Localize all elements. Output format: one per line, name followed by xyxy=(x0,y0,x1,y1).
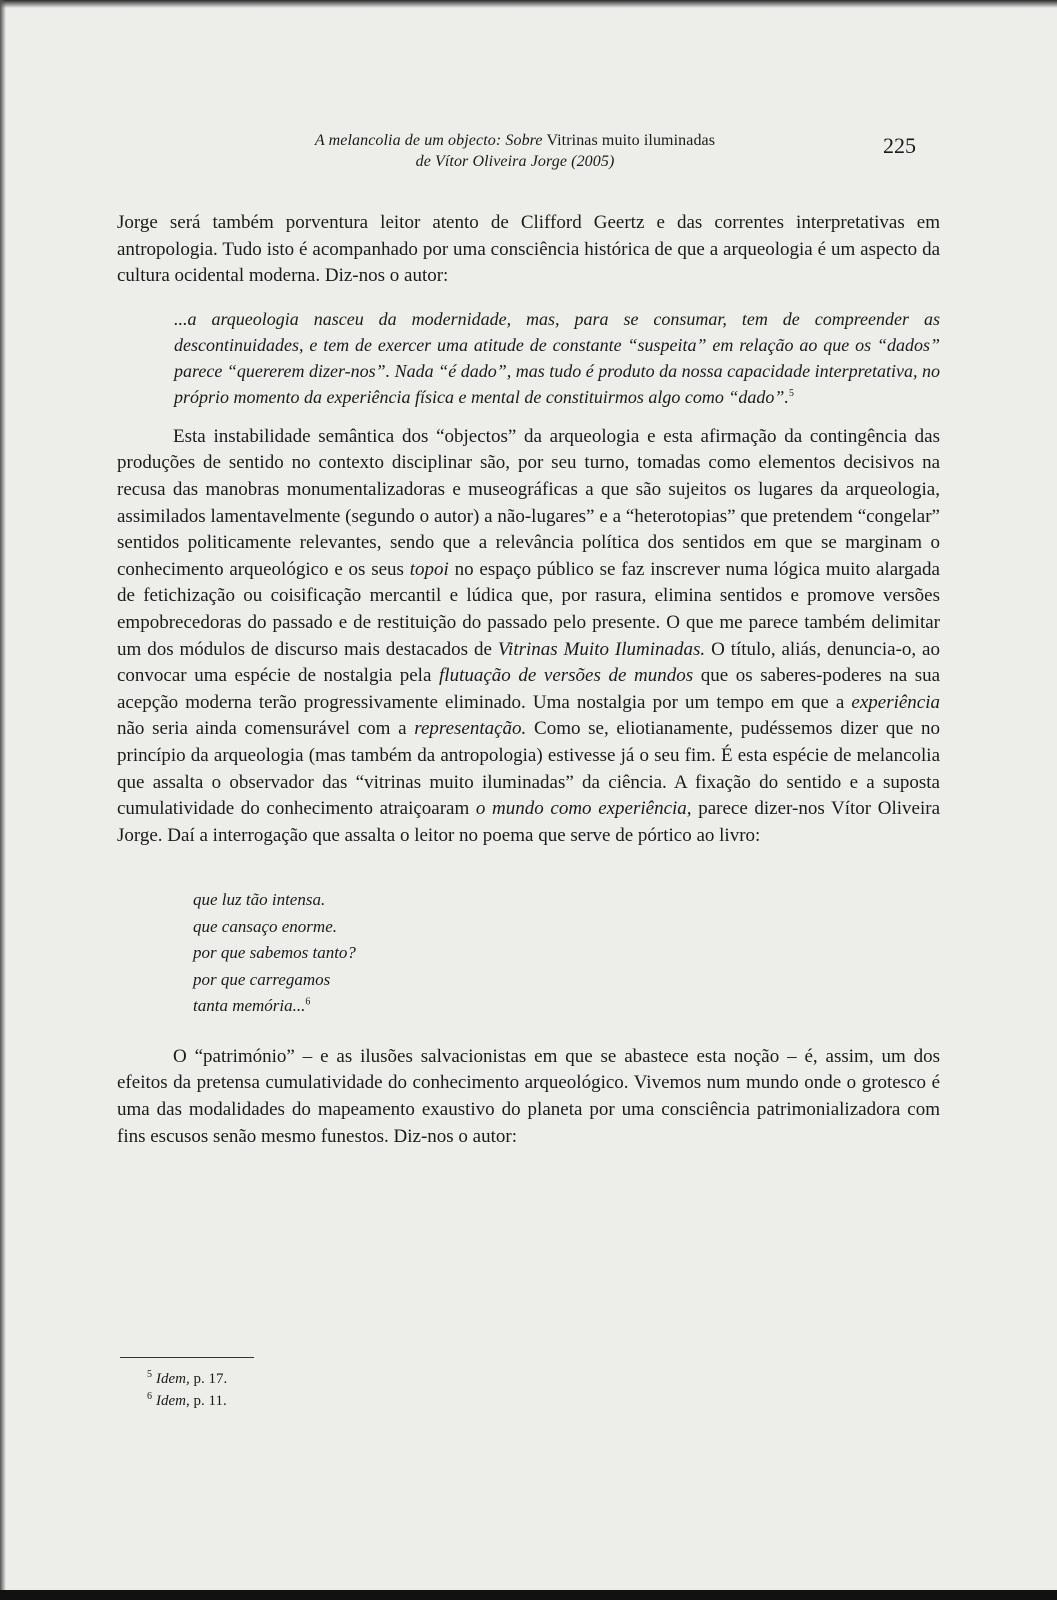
running-head-italic: A melancolia de um objecto: Sobre xyxy=(314,132,543,149)
footnote-ref-5[interactable]: 5 xyxy=(788,387,794,399)
footnote-number: 5 xyxy=(147,1369,152,1380)
scan-left-edge xyxy=(0,0,6,1590)
running-head-line-1 xyxy=(200,130,830,151)
paragraph-2-part-2: no espaço público se faz inscrever numa lógica muito alargada de fetichização ou coisificação mercantil e lúdica que, por rasura, elimina sentidos e promove versões empobrecedoras do passado e de restituição do passado pelo presente. O que me parece também delimitar um dos módulos de discurso mais destacados de xyxy=(117,558,940,660)
running-head-line-2 xyxy=(200,151,830,172)
poem-line: que cansaço enorme. xyxy=(193,916,337,936)
footnote-idem: Idem, xyxy=(156,1393,190,1409)
italic-representacao: representação. xyxy=(414,718,527,740)
body-text xyxy=(117,210,940,1150)
paragraph-2-part-1: Esta instabilidade semântica dos “objectos” da arqueologia e esta afirmação da contingência das produções de sentido no contexto disciplinar são, por seu turno, tomadas como elementos decisivos na recusa das manobras monumentalizadoras e museográficas a que são sujeitos os lugares da arqueologia, assimilados lamentavelmente (segundo o autor) a não-lugares” e a “heterotopias” que pretendem “congelar” sentidos politicamente relevantes, sendo que a relevância política dos sentidos em que se marginam o conhecimento arqueológico e os seus xyxy=(117,425,940,580)
running-head-roman: Vitrinas muito iluminadas xyxy=(546,132,716,149)
italic-mundo-experiencia: o mundo como experiência, xyxy=(475,798,692,820)
footnote-6 xyxy=(147,1390,227,1412)
block-quote-1-text: ...a arqueologia nasceu da modernidade, mas, para se consumar, tem de compreender as descontinuidades, e tem de exercer uma atitude de constante “suspeita” em relação ao que os “dados” parece “quererem dizer-nos”. Nada “é dado”, mas tudo é produto da nossa capacidade interpretativa, no próprio momento da experiência física e mental de constituirmos algo como “dado”. xyxy=(174,308,940,407)
footnote-divider xyxy=(120,1357,254,1358)
paragraph-2 xyxy=(117,424,940,850)
scan-top-shadow xyxy=(0,0,1057,8)
paragraph-2-part-3: O título, aliás, denuncia-o, ao convocar uma espécie de nostalgia pela xyxy=(117,638,940,687)
running-head xyxy=(200,130,830,172)
poem-line: por que sabemos tanto? xyxy=(193,943,356,963)
footnote-idem: Idem, xyxy=(156,1371,190,1387)
footnotes xyxy=(147,1368,227,1412)
italic-flutuacao: flutuação de versões de mundos xyxy=(439,665,694,687)
paragraph-2-part-5: não seria ainda comensurável com a xyxy=(117,718,407,740)
block-quote-1 xyxy=(174,306,940,410)
scan-bottom-border xyxy=(0,1590,1057,1600)
poem xyxy=(193,887,940,1020)
poem-line-last xyxy=(193,993,940,1020)
italic-experiencia: experiência xyxy=(851,691,941,713)
paragraph-2-part-4: que os saberes-poderes na sua acepção moderna terão progressivamente eliminado. Uma nostalgia por um tempo em que a xyxy=(117,665,941,713)
poem-line: por que carregamos xyxy=(193,969,331,989)
italic-topoi: topoi xyxy=(409,558,449,580)
footnote-text: p. 17. xyxy=(193,1371,228,1387)
page-number: 225 xyxy=(883,133,916,158)
poem-line: que luz tão intensa. xyxy=(193,890,326,910)
paragraph-3: O “património” – e as ilusões salvacionistas em que se abastece esta noção – é, assim, um dos efeitos da pretensa cumulatividade do conhecimento arqueológico. Vivemos num mundo onde o grotesco é uma das modalidades do mapeamento exaustivo do planeta por uma consciência patrimonializadora com fins escusos senão mesmo funestos. Diz-nos o autor: xyxy=(117,1045,940,1147)
footnote-5 xyxy=(147,1368,227,1390)
paragraph-2-part-7: parece dizer-nos Vítor Oliveira Jorge. Daí a interrogação que assalta o leitor no poema que serve de pórtico ao livro: xyxy=(117,798,940,846)
footnote-ref-6[interactable]: 6 xyxy=(305,996,311,1008)
paragraph-1: Jorge será também porventura leitor atento de Clifford Geertz e das correntes interpretativas em antropologia. Tudo isto é acompanhado por uma consciência histórica de que a arqueologia é um aspecto da cultura ocidental moderna. Diz-nos o autor: xyxy=(117,212,940,287)
italic-book-title: Vitrinas Muito Iluminadas. xyxy=(497,638,706,660)
footnote-text: p. 11. xyxy=(193,1393,227,1409)
footnote-number: 6 xyxy=(147,1391,152,1402)
paragraph-2-part-6: Como se, eliotianamente, pudéssemos dizer que no princípio da arqueologia (mas também da antropologia) estivesse já o seu fim. É esta espécie de melancolia que assalta o observador das “vitrinas muito iluminadas” da ciência. A fixação do sentido e a suposta cumulatividade do conhecimento atraiçoaram xyxy=(117,718,941,820)
running-head-author: de Vítor Oliveira Jorge (2005) xyxy=(415,153,615,170)
poem-line-text: tanta memória... xyxy=(193,996,306,1016)
